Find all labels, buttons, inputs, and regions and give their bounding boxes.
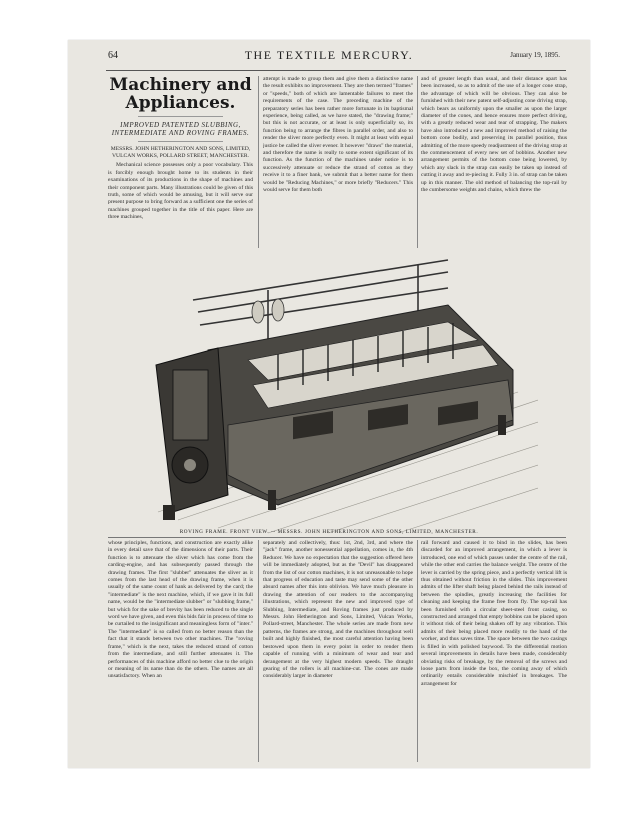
column-1-bottom <box>108 540 253 760</box>
column-divider <box>258 540 259 762</box>
publication-title: THE TEXTILE MERCURY. <box>244 48 414 62</box>
pulley-hub <box>184 459 196 471</box>
paragraph: separately and collectively, thus: 1st, 2nd, 3rd, and where the "jack" frame, another nonessential appellation, comes in, the 4th Reducer. We have no expectation that the suggestion offered here will be immediately adopted, but as the "Devil" has disappeared from the list of our cotton machines, it is not unreasonable to hope that progress of education and taste may send some of the other absurd names after this into oblivion. We have much pleasure in drawing the attention of our readers to the accompanying illustrations, which represent the new and improved type of Slubbing, Intermediate, and Roving frames just produced by Messrs. John Hetherington and Sons, Limited, Vulcan Works, Pollard-street, Manchester. The whole series are made from new patterns, the frames are strong, and the machines throughout well built and highly finished, the most careful attention having been bestowed upon them in every point in order to render them capable of running with a minimum of wear and tear and derangement at the very highest modern speeds. The draught gearing of the rollers is all machine-cut. The cones are made considerably larger in diameter <box>263 540 413 680</box>
manufacturer-line: MESSRS. JOHN HETHERINGTON AND SONS, LIMITED, VULCAN WORKS, POLLARD STREET, MANCHESTER. <box>110 146 251 160</box>
title-divider <box>138 116 223 117</box>
section-title: Machinery and Appliances. <box>109 76 252 113</box>
page-number: 64 <box>108 50 118 61</box>
column-divider <box>258 76 259 248</box>
paragraph: attempt is made to group them and give them a distinctive name the result exhibits no improvement. They are then termed "frames" or "speeds," both of which are lamentable failures to meet the requirements of the case. The preceding machine of the preparatory series has been rather more fortunate in its baptismal experience, being called, as we have stated, the "drawing frame;" but this is not accurate, or at least is only superficially so, its function being to arrange the fibres in parallel order, and also to render the sliver more perfectly even. It might at least with equal justice be called the sliver evener. It however "draws" the material, and therefore the name is really to some extent significant of its function. As the function of the machines under notice is to successively attenuate or reduce the strand of cotton as they receive it to a finer bank, we submit that a better name for them would be "Reducing Machines," or more briefly "Reducers." This would serve for them both <box>263 76 413 194</box>
issue-date: January 19, 1895. <box>510 51 560 59</box>
article-headline: IMPROVED PATENTED SLUBBING, INTERMEDIATE AND ROVING FRAMES. <box>111 121 250 137</box>
column-divider <box>417 76 418 248</box>
headline-divider <box>138 141 223 142</box>
newspaper-page <box>68 40 590 768</box>
column-2-bottom <box>263 540 413 760</box>
paragraph: Mechanical science possesses only a poor vocabulary. This is forcibly enough brought home to its students in their examinations of its productions in the shape of machines and their component parts. Many illustrations could be given of this truth, some of which would be amusing, but it will serve our present purpose to bring forward as a sufficient one the series of machines grouped together in the title of this paper. Here are three machines, <box>108 162 253 221</box>
paragraph: rail forward and caused it to bind in the slides, has been discarded for an improved arrangement, in which a lever is introduced, one end of which passes under the centre of the rail, while the other end carries the balance weight. The centre of the lever is carried by the spring piece, and a perfectly vertical lift is thus obtained without friction in the slides. This improvement admits of the lifter shaft being placed behind the rails instead of between the spindles, greatly increasing the facilities for cleaning and keeping the frame free from fly. The top-rail has been furnished with a circular sheet-steel front casing, so constructed and arranged that empty bobbins can be placed upon it without risk of their being shaken off by any vibration. This admits of their being placed more readily to the hand of the worker, and thus saves time. The space between the two casings is filled in with polished baywood. To the differential motion several improvements in details have been made, considerably obviating risks of breakage, by the removal of the screws and loose parts from inside the box, the coming away of which ordinarily entails considerable mischief in breakages. The arrangement for <box>421 540 567 687</box>
figure-caption: ROVING FRAME. FRONT VIEW. -- MESSRS. JOHN HETHERINGTON AND SONS, LIMITED, MANCHESTER. <box>179 529 479 535</box>
column-2-top <box>263 76 413 246</box>
caption-rule <box>108 537 566 538</box>
paragraph: whose principles, functions, and construction are exactly alike in every detail save that of the dimensions of their parts. Their function is to attenuate the sliver which has come from the carding-engine, and has subsequently passed through the drawing frames. The first "slubber" attenuates the sliver as it comes from the last head of the drawing frame, when it is usually of the same count of hank as delivered by the card; the "intermediate" is the next machine, which, if we gave it its full name, would be the "intermediate slubber" or "slubbing frame," but which for the sake of brevity has been reduced to the single word we have given, and even this bids fair in process of time to be curtailed to the insignificant and meaningless form of "inter." The "intermediate" is so called from no better reason than the fact that it stands between two other machines. The "roving frame," which is the next, takes the reduced strand of cotton from the intermediate, and still further attenuates it. The performances of this machine afford no better clue to the origin or meaning of its name than do the others. The names are all unsatisfactory. When an <box>108 540 253 680</box>
column-3-bottom <box>421 540 567 760</box>
header-rule <box>106 70 566 71</box>
roving-frame-engraving <box>118 250 538 535</box>
column-1-top <box>108 76 253 246</box>
column-3-top <box>421 76 567 246</box>
paragraph: and of greater length than usual, and their distance apart has been increased, so as to admit of the use of a longer cone strap, the advantage of which will be obvious. They can also be furnished with their new patent self-adjusting cone driving strap, which bears as uniformly upon the smaller as upon the larger diameter of the cones, and hence ensures more perfect driving, with a greatly reduced wear and tear of strapping. The makers have also introduced a new and improved method of raising the bottom cone bodily, and preserving its parallel position, thus admitting of the more speedy readjustment of the driving strap at the commencement of every new set of bobbins. Another new arrangement permits of the bottom cone being lowered, by which any slack in the strap can easily be taken up instead of cutting it away and re-piecing it. Fully 3 in. of strap can be taken up in this manner. The old method of balancing the top-rail by the cumbersome weights and chains, which threw the <box>421 76 567 194</box>
column-divider <box>417 540 418 762</box>
page-header <box>68 48 590 66</box>
headstock-panel <box>173 370 208 440</box>
